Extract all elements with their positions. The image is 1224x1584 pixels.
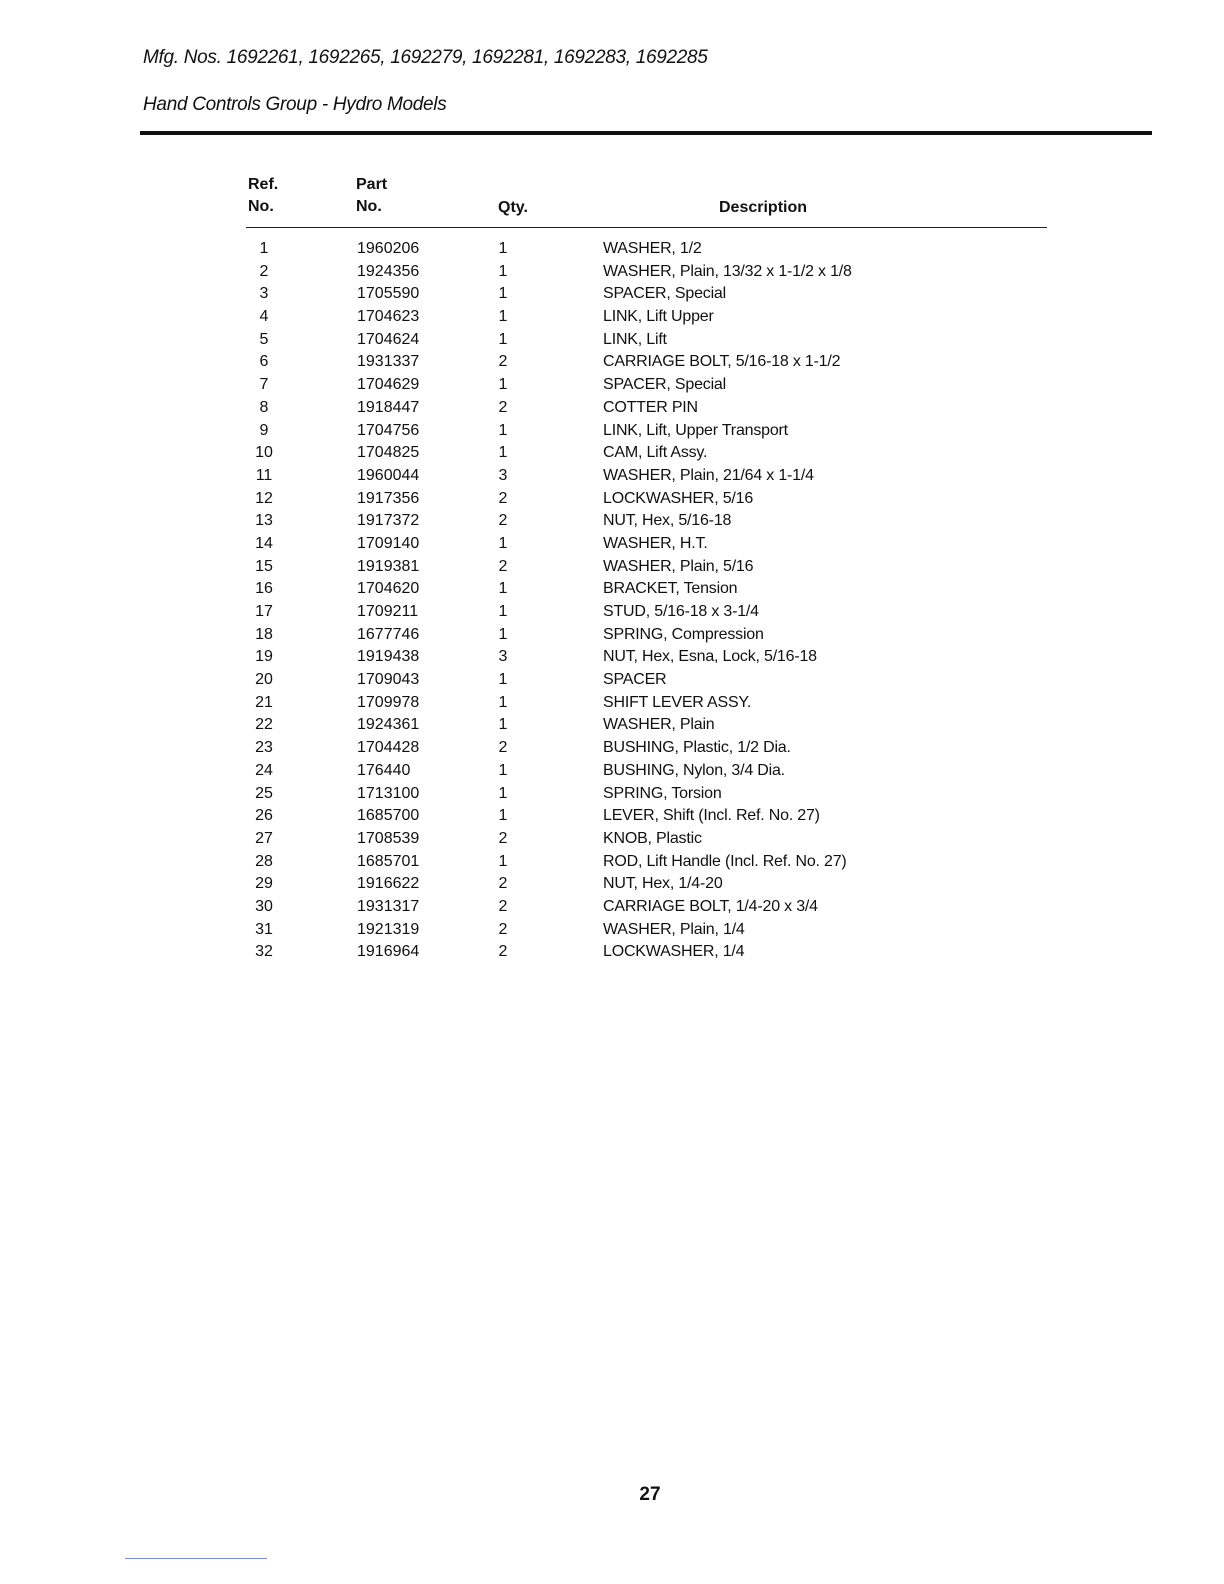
table-row xyxy=(0,533,1224,556)
description-cell: LINK, Lift xyxy=(603,330,667,348)
footer-rule xyxy=(125,1558,267,1559)
description-cell: CARRIAGE BOLT, 5/16-18 x 1-1/2 xyxy=(603,353,841,371)
qty-cell: 2 xyxy=(498,739,508,757)
description-cell: LINK, Lift Upper xyxy=(603,308,714,326)
qty-cell: 1 xyxy=(498,761,508,779)
part-no-cell: 1916964 xyxy=(357,943,420,961)
description-cell: NUT, Hex, Esna, Lock, 5/16-18 xyxy=(603,648,817,666)
ref-no-cell: 24 xyxy=(255,761,273,779)
ref-no-cell: 30 xyxy=(255,897,273,915)
qty-cell: 1 xyxy=(498,693,508,711)
ref-no-cell: 4 xyxy=(259,308,269,326)
ref-no-cell: 11 xyxy=(255,466,273,484)
description-cell: BRACKET, Tension xyxy=(603,580,738,598)
header-description: Description xyxy=(719,199,808,216)
ref-no-cell: 1 xyxy=(259,240,269,257)
table-row xyxy=(0,692,1224,715)
description-cell: WASHER, Plain, 5/16 xyxy=(603,557,754,575)
table-row xyxy=(0,919,1224,942)
description-cell: ROD, Lift Handle (Incl. Ref. No. 27) xyxy=(603,852,847,870)
part-no-cell: 1704620 xyxy=(357,580,420,598)
table-row xyxy=(0,737,1224,760)
qty-cell: 3 xyxy=(498,466,508,484)
table-row xyxy=(0,896,1224,919)
ref-no-cell: 29 xyxy=(255,875,273,893)
table-row xyxy=(0,624,1224,647)
table-row xyxy=(0,760,1224,783)
qty-cell: 1 xyxy=(498,262,508,280)
part-no-cell: 1705590 xyxy=(357,285,420,303)
description-cell: NUT, Hex, 1/4-20 xyxy=(603,875,723,893)
header-divider xyxy=(140,131,1152,135)
ref-no-cell: 5 xyxy=(259,330,269,348)
part-no-cell: 1704825 xyxy=(357,444,420,462)
part-no-cell: 1924361 xyxy=(357,716,420,734)
qty-cell: 2 xyxy=(498,920,508,938)
table-row xyxy=(0,420,1224,443)
qty-cell: 1 xyxy=(498,716,508,734)
qty-cell: 1 xyxy=(498,534,508,552)
ref-no-cell: 7 xyxy=(259,376,269,394)
description-cell: WASHER, Plain xyxy=(603,716,715,734)
qty-cell: 1 xyxy=(498,444,508,462)
qty-cell: 1 xyxy=(498,421,508,439)
group-title: Hand Controls Group - Hydro Models xyxy=(143,94,447,115)
header-ref-line1: Ref. xyxy=(248,176,279,193)
table-row xyxy=(0,488,1224,511)
ref-no-cell: 9 xyxy=(259,421,269,439)
table-row xyxy=(0,306,1224,329)
header-ref-no xyxy=(248,174,278,218)
table-row xyxy=(0,329,1224,352)
part-no-cell: 1709043 xyxy=(357,671,420,689)
table-row xyxy=(0,851,1224,874)
table-row xyxy=(0,828,1224,851)
description-cell: LEVER, Shift (Incl. Ref. No. 27) xyxy=(603,807,820,825)
qty-cell: 2 xyxy=(498,512,508,530)
description-cell: LOCKWASHER, 1/4 xyxy=(603,943,745,961)
qty-cell: 2 xyxy=(498,943,508,961)
description-cell: SPACER, Special xyxy=(603,376,726,394)
description-cell: COTTER PIN xyxy=(603,398,698,416)
table-row xyxy=(0,510,1224,533)
table-row xyxy=(0,669,1224,692)
part-no-cell: 1924356 xyxy=(357,262,420,280)
qty-cell: 1 xyxy=(498,240,508,257)
table-row xyxy=(0,805,1224,828)
table-row xyxy=(0,397,1224,420)
qty-cell: 1 xyxy=(498,625,508,643)
part-no-cell: 1917372 xyxy=(357,512,420,530)
ref-no-cell: 27 xyxy=(255,829,273,847)
ref-no-cell: 19 xyxy=(255,648,273,666)
ref-no-cell: 26 xyxy=(255,807,273,825)
part-no-cell: 1919438 xyxy=(357,648,420,666)
part-no-cell: 1918447 xyxy=(357,398,420,416)
ref-no-cell: 10 xyxy=(255,444,273,462)
ref-no-cell: 21 xyxy=(255,693,273,711)
table-row xyxy=(0,465,1224,488)
ref-no-cell: 16 xyxy=(255,580,273,598)
qty-cell: 1 xyxy=(498,671,508,689)
description-cell: LOCKWASHER, 5/16 xyxy=(603,489,754,507)
table-row xyxy=(0,351,1224,374)
qty-cell: 1 xyxy=(498,580,508,598)
description-cell: KNOB, Plastic xyxy=(603,829,702,847)
ref-no-cell: 25 xyxy=(255,784,273,802)
description-cell: WASHER, Plain, 1/4 xyxy=(603,920,745,938)
header-qty: Qty. xyxy=(498,199,528,216)
table-row xyxy=(0,283,1224,306)
description-cell: CAM, Lift Assy. xyxy=(603,444,708,462)
ref-no-cell: 22 xyxy=(255,716,273,734)
description-cell: SHIFT LEVER ASSY. xyxy=(603,693,752,711)
part-no-cell: 1677746 xyxy=(357,625,420,643)
description-cell: SPACER, Special xyxy=(603,285,726,303)
ref-no-cell: 12 xyxy=(255,489,273,507)
table-row xyxy=(0,556,1224,579)
part-no-cell: 1917356 xyxy=(357,489,420,507)
qty-cell: 1 xyxy=(498,784,508,802)
qty-cell: 2 xyxy=(498,353,508,371)
part-no-cell: 1685700 xyxy=(357,807,420,825)
ref-no-cell: 23 xyxy=(255,739,273,757)
part-no-cell: 1919381 xyxy=(357,557,420,575)
description-cell: BUSHING, Plastic, 1/2 Dia. xyxy=(603,739,791,757)
table-row xyxy=(0,238,1224,261)
description-cell: BUSHING, Nylon, 3/4 Dia. xyxy=(603,761,785,779)
description-cell: NUT, Hex, 5/16-18 xyxy=(603,512,732,530)
part-no-cell: 1709211 xyxy=(357,603,419,620)
description-cell: WASHER, Plain, 21/64 x 1-1/4 xyxy=(603,466,814,484)
qty-cell: 2 xyxy=(498,829,508,847)
part-no-cell: 1704624 xyxy=(357,330,420,348)
qty-cell: 1 xyxy=(498,308,508,326)
part-no-cell: 1916622 xyxy=(357,875,420,893)
qty-cell: 3 xyxy=(498,648,508,666)
qty-cell: 2 xyxy=(498,489,508,507)
part-no-cell: 1931337 xyxy=(357,353,420,371)
description-cell: WASHER, Plain, 13/32 x 1-1/2 x 1/8 xyxy=(603,262,852,280)
part-no-cell: 1704756 xyxy=(357,421,420,439)
qty-cell: 2 xyxy=(498,875,508,893)
part-no-cell: 1704629 xyxy=(357,376,420,394)
part-no-cell: 1960206 xyxy=(357,240,420,257)
header-part-line2: No. xyxy=(356,198,382,215)
table-row xyxy=(0,601,1224,624)
description-cell: SPRING, Compression xyxy=(603,625,764,643)
table-row xyxy=(0,261,1224,284)
table-row xyxy=(0,873,1224,896)
description-cell: STUD, 5/16-18 x 3-1/4 xyxy=(603,603,759,620)
parts-table xyxy=(0,238,1224,964)
qty-cell: 2 xyxy=(498,398,508,416)
description-cell: WASHER, 1/2 xyxy=(603,240,702,257)
part-no-cell: 1708539 xyxy=(357,829,420,847)
table-row xyxy=(0,714,1224,737)
ref-no-cell: 18 xyxy=(255,625,273,643)
qty-cell: 2 xyxy=(498,897,508,915)
ref-no-cell: 28 xyxy=(255,852,273,870)
part-no-cell: 1921319 xyxy=(357,920,420,938)
ref-no-cell: 8 xyxy=(259,398,269,416)
ref-no-cell: 14 xyxy=(255,534,273,552)
ref-no-cell: 17 xyxy=(255,603,273,620)
description-cell: WASHER, H.T. xyxy=(603,534,708,552)
description-cell: LINK, Lift, Upper Transport xyxy=(603,421,788,439)
header-part-line1: Part xyxy=(356,176,388,193)
description-cell: SPACER xyxy=(603,671,667,689)
table-header-divider xyxy=(246,227,1047,228)
part-no-cell: 1709978 xyxy=(357,693,420,711)
part-no-cell: 1709140 xyxy=(357,534,420,552)
part-no-cell: 1704623 xyxy=(357,308,420,326)
qty-cell: 1 xyxy=(498,852,508,870)
qty-cell: 1 xyxy=(498,330,508,348)
page-number: 27 xyxy=(639,1484,661,1505)
part-no-cell: 1931317 xyxy=(357,897,420,915)
part-no-cell: 1713100 xyxy=(357,784,420,802)
table-row xyxy=(0,646,1224,669)
description-cell: CARRIAGE BOLT, 1/4-20 x 3/4 xyxy=(603,897,818,915)
table-row xyxy=(0,442,1224,465)
ref-no-cell: 6 xyxy=(259,353,269,371)
part-no-cell: 176440 xyxy=(357,761,411,779)
ref-no-cell: 13 xyxy=(255,512,273,530)
table-row xyxy=(0,374,1224,397)
part-no-cell: 1960044 xyxy=(357,466,420,484)
table-row xyxy=(0,578,1224,601)
header-part-no xyxy=(356,174,387,218)
ref-no-cell: 3 xyxy=(259,285,269,303)
table-row xyxy=(0,941,1224,964)
ref-no-cell: 20 xyxy=(255,671,273,689)
table-row xyxy=(0,783,1224,806)
ref-no-cell: 31 xyxy=(255,920,273,938)
qty-cell: 1 xyxy=(498,807,508,825)
qty-cell: 1 xyxy=(498,285,508,303)
description-cell: SPRING, Torsion xyxy=(603,784,722,802)
qty-cell: 1 xyxy=(498,376,508,394)
qty-cell: 2 xyxy=(498,557,508,575)
header-ref-line2: No. xyxy=(248,198,274,215)
part-no-cell: 1685701 xyxy=(357,852,420,870)
ref-no-cell: 32 xyxy=(255,943,273,961)
part-no-cell: 1704428 xyxy=(357,739,420,757)
ref-no-cell: 2 xyxy=(259,262,269,280)
ref-no-cell: 15 xyxy=(255,557,273,575)
qty-cell: 1 xyxy=(498,603,508,620)
mfg-numbers: Mfg. Nos. 1692261, 1692265, 1692279, 1692281, 1692283, 1692285 xyxy=(143,47,708,68)
